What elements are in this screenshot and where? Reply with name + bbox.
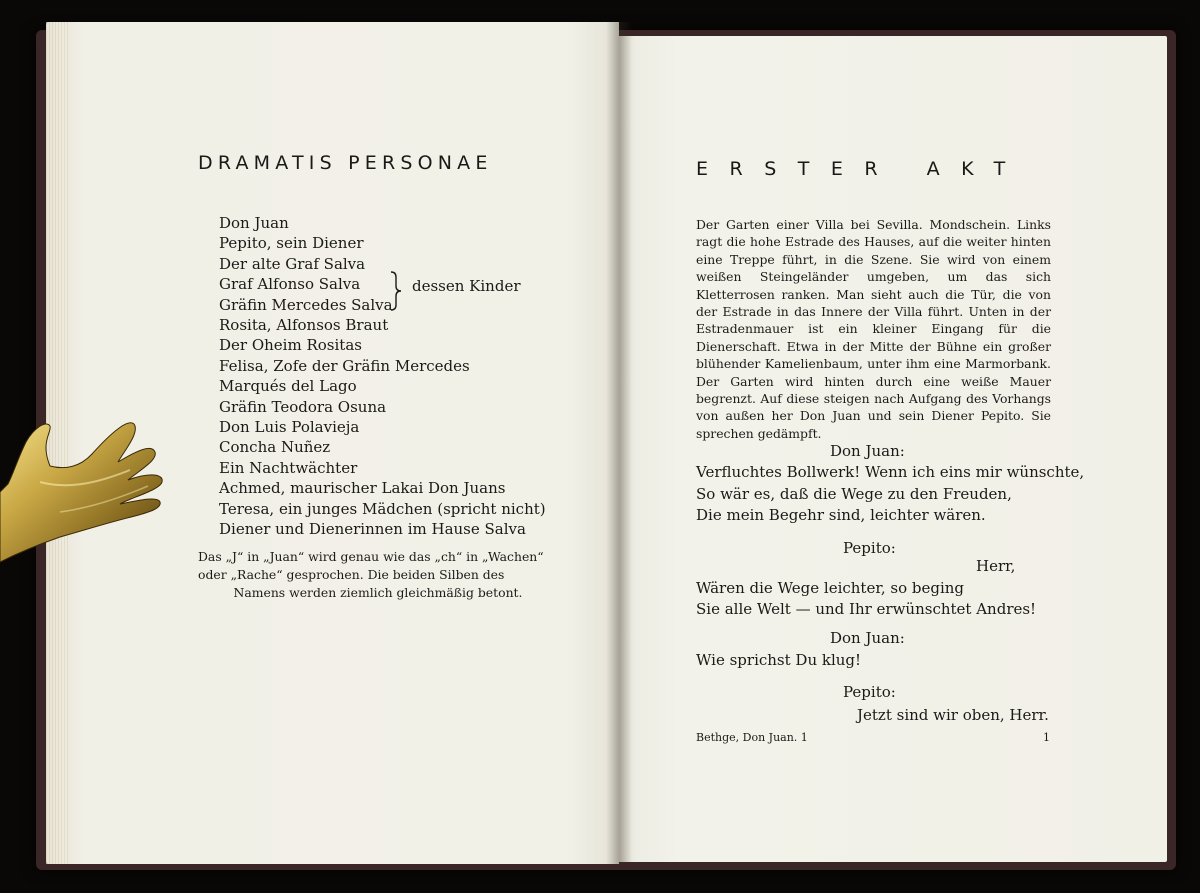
book-gutter: [606, 22, 632, 864]
verse-block: [696, 462, 1084, 527]
cast-item: Marqués del Lago: [219, 377, 357, 396]
page-number: 1: [1043, 731, 1050, 744]
note-line: Namens werden ziemlich gleichmäßig betont.: [233, 585, 523, 600]
speaker-don-juan: Don Juan:: [830, 629, 905, 647]
verse-block: [857, 705, 1049, 727]
verse-block: [696, 650, 861, 672]
dramatis-personae-title: DRAMATIS PERSONAE: [198, 152, 493, 174]
verse-line: Sie alle Welt — und Ihr erwünschtet Andres!: [696, 600, 1037, 619]
verse-line: Verfluchtes Bollwerk! Wenn ich eins mir wünschte,: [696, 463, 1085, 481]
brace-label: dessen Kinder: [412, 277, 521, 295]
cast-item: Don Juan: [219, 214, 289, 232]
verse-line: Herr,: [976, 557, 1016, 575]
cast-item: Gräfin Mercedes Salva: [219, 295, 393, 314]
verse-line: Wären die Wege leichter, so beging: [696, 578, 965, 597]
verse-line: Die mein Begehr sind, leichter wären.: [696, 506, 986, 525]
cast-item: Ein Nachtwächter: [219, 458, 358, 477]
cast-item: Don Luis Polavieja: [219, 418, 360, 437]
verse-line: Jetzt sind wir oben, Herr.: [857, 706, 1049, 724]
note-line: oder „Rache“ gesprochen. Die beiden Silben des: [198, 567, 505, 582]
cast-item: Achmed, maurischer Lakai Don Juans: [219, 479, 506, 498]
cast-list: [219, 213, 546, 540]
stage-direction: Der Garten einer Villa bei Sevilla. Mondschein. Links ragt die hohe Estrade des Hauses, auf die weiter hinten eine Treppe führt, in die Szene. Sie wird von einem weißen Steingeländer umgeben, um das sich Kletterrosen ranken. Man sieht auch die Tür, die von der Estrade in das Innere der Villa führt. Unten in der Estradenmauer ist ein kleiner Eingang für die Dienerschaft. Etwa in der Mitte der Bühne ein großer blühender Kamelienbaum, unter ihm eine Marmorbank. Der Garten wird hinten durch eine weiße Mauer begrenzt. Auf diese steigen nach Aufgang des Vorhangs von außen her Don Juan und sein Diener Pepito. Sie sprechen gedämpft.: [696, 217, 1051, 441]
cast-item: Teresa, ein junges Mädchen (spricht nicht): [219, 499, 546, 518]
note-line: Das „J“ in „Juan“ wird genau wie das „ch“ in „Wachen“: [198, 549, 544, 564]
verse-line: Wie sprichst Du klug!: [696, 651, 862, 669]
verse-line: So wär es, daß die Wege zu den Freuden,: [696, 484, 1012, 503]
speaker-pepito: Pepito:: [843, 539, 896, 557]
cast-item: Gräfin Teodora Osuna: [219, 397, 387, 416]
act-title: ERSTER AKT: [696, 158, 1027, 180]
footer-signature: Bethge, Don Juan. 1: [696, 731, 808, 744]
cast-item: Der alte Graf Salva: [219, 254, 366, 273]
verse-block: [696, 556, 1036, 621]
speaker-don-juan: Don Juan:: [830, 442, 905, 460]
cast-item: Rosita, Alfonsos Braut: [219, 316, 389, 335]
cast-item: Felisa, Zofe der Gräfin Mercedes: [219, 356, 470, 375]
cast-item: Der Oheim Rositas: [219, 336, 362, 355]
brass-hand-icon: [0, 412, 175, 597]
cast-item: Graf Alfonso Salva: [219, 275, 361, 294]
pronunciation-note: [198, 548, 558, 602]
cast-item: Concha Nuñez: [219, 438, 331, 457]
speaker-pepito: Pepito:: [843, 683, 896, 701]
cast-item: Pepito, sein Diener: [219, 234, 364, 253]
cast-item: Diener und Dienerinnen im Hause Salva: [219, 520, 526, 539]
curly-brace-icon: [389, 271, 403, 311]
